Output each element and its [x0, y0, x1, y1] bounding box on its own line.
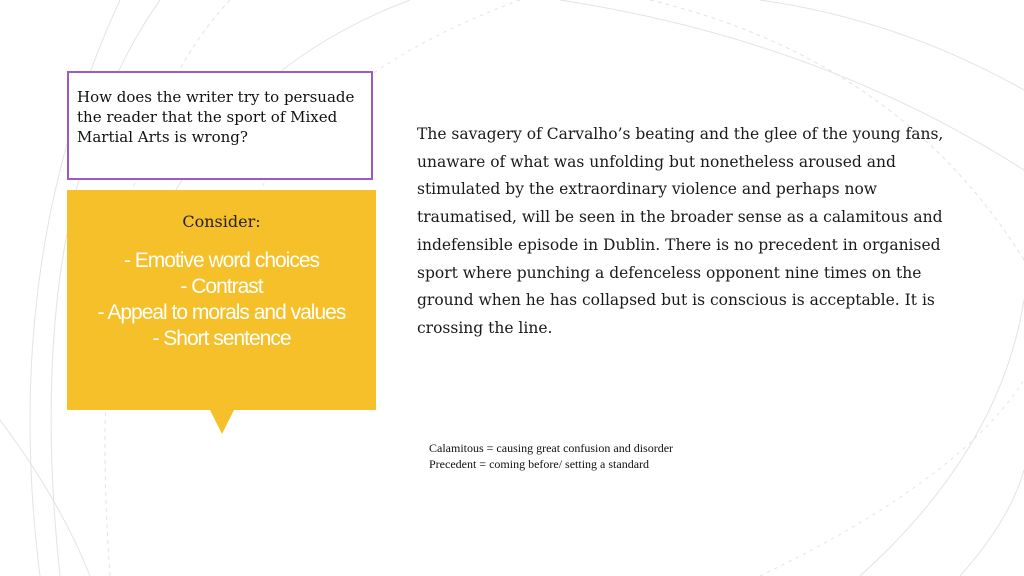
consider-item: - Short sentence	[152, 327, 291, 350]
passage-text: The savagery of Carvalho’s beating and the glee of the young fans, unaware of what was unfolding but nonetheless aroused and stimulated by the extraordinary violence and perhaps now traumatised, will be seen in the broader sense as a calamitous and indefensible episode in Dublin. There is no precedent in organised sport where punching a defenceless opponent nine times on the ground when he has collapsed but is conscious is acceptable. It is crossing the line.	[417, 125, 944, 337]
definitions	[429, 440, 829, 472]
question-text: How does the writer try to persuade the reader that the sport of Mixed Martial Arts is wrong?	[77, 88, 355, 146]
callout-pointer	[210, 410, 234, 434]
definition-calamitous: Calamitous = causing great confusion and disorder	[429, 441, 674, 455]
consider-box	[67, 190, 376, 410]
definition-precedent: Precedent = coming before/ setting a standard	[429, 457, 650, 471]
consider-title: Consider:	[182, 212, 261, 231]
consider-item: - Contrast	[180, 275, 263, 298]
consider-item: - Emotive word choices	[123, 249, 320, 272]
consider-list	[67, 248, 376, 352]
question-box	[67, 71, 373, 180]
consider-item: - Appeal to morals and values	[97, 301, 346, 324]
